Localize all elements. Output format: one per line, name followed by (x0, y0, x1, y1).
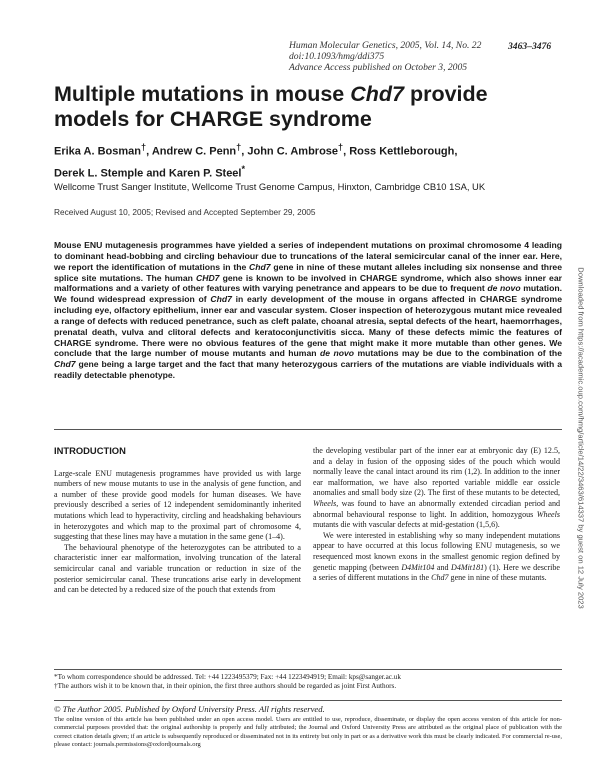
intro-paragraph-2: The behavioural phenotype of the heterozygotes can be attributed to a characteristic inner ear malformation, involving truncation of the lateral semicircular canal and variable truncation or reduction in size of the posterior semicircular canal. These truncations arise early in development and can be detected by a reduced size of the pouch that extends from (54, 542, 301, 595)
affiliation: Wellcome Trust Sanger Institute, Wellcome Trust Genome Campus, Hinxton, Cambridge CB10 1SA, UK (54, 181, 486, 192)
article-title: Multiple mutations in mouse Chd7 provide models for CHARGE syndrome (54, 82, 488, 131)
column-left (54, 446, 301, 596)
advance-access-note: Advance Access published on October 3, 2005 (289, 61, 468, 73)
received-dates: Received August 10, 2005; Revised and Accepted September 29, 2005 (54, 207, 316, 217)
joint-authors-footnote: †The authors wish it to be known that, in their opinion, the first three authors should be regarded as joint First Authors. (54, 682, 397, 690)
open-access-license: The online version of this article has been published under an open access model. Users are entitled to use, reproduce, disseminate, or display the open access version of this article for non-commercial purposes provided that: the original authorship is properly and fully attributed; the Journal and Oxford University Press are attributed as the original place of publication with the correct citation details given; if an article is subsequently reproduced or disseminated not in its entirety but only in part or as a derivative work this must be clearly indicated. For commercial re-use, please contact: journals.permissions@oxfordjournals.org (54, 716, 562, 748)
abstract: Mouse ENU mutagenesis programmes have yielded a series of independent mutations on proximal chromosome 4 leading to dominant head-bobbing and circling behaviour due to truncations of the lateral semicircular canal of the inner ear. Here, we report the identification of mutations in the Chd7 gene in nine of these mutant alleles including six nonsense and three splice site mutations. The human CHD7 gene is known to be involved in CHARGE syndrome, which also shows inner ear malformations and a variety of other features with varying penetrance and appears to be due to frequent de novo mutation. We found widespread expression of Chd7 in early development of the mouse in organs affected in CHARGE syndrome including eye, olfactory epithelium, inner ear and vascular system. Closer inspection of heterozygous mutant mice revealed a range of defects with reduced penetrance, such as cleft palate, choanal atresia, septal defects of the heart, haemorrhages, prenatal death, vulva and clitoral defects and keratoconjunctivitis sicca. Many of these defects mimic the features of CHARGE syndrome. There were no obvious features of the gene that might make it more mutable than other genes. We conclude that the large number of mouse mutants and human de novo mutations may be due to the combination of the Chd7 gene being a large target and the fact that many heterozygous carriers of the mutations are viable individuals with a readily detectable phenotype. (54, 240, 562, 381)
column-right (313, 446, 560, 584)
journal-citation: Human Molecular Genetics, 2005, Vol. 14, No. 22 (289, 40, 482, 51)
journal-header (289, 41, 481, 73)
page-range: 3463–3476 (508, 41, 552, 52)
footnotes (54, 673, 562, 691)
title-gene: Chd7 (350, 82, 404, 106)
copyright-divider (54, 700, 562, 701)
intro-paragraph-3: the developing vestibular part of the inner ear at embryonic day (E) 12.5, and a delay in fusion of the opposing sides of the pouch which would normally leave the canal intact around its rim (1,2). In addition to the inner ear malformation, we have also reported variable middle ear ossicle anomalies and small body size (2). The first of these mutants to be detected, Wheels, was found to have an abnormally extended circadian period and abnormal behavioural response to light. In addition, homozygous Wheels mutants die with vascular defects at mid-gestation (1,5,6). (313, 446, 560, 530)
copyright-notice: © The Author 2005. Published by Oxford University Press. All rights reserved. (54, 704, 325, 714)
section-heading-introduction: INTRODUCTION (54, 445, 126, 456)
abstract-divider (54, 429, 562, 430)
intro-paragraph-4: We were interested in establishing why so many independent mutations appear to have occurred at this locus following ENU mutagenesis, so we resequenced most known exons in the smallest genomic region defined by genetic mapping (between D4Mit104 and D4Mit181) (1). Here we describe a series of different mutations in the Chd7 gene in nine of these mutants. (313, 530, 560, 583)
download-watermark: Downloaded from https://academic.oup.com/hmg/article/14/22/3463/614337 by guest on 12 July 2023 (576, 267, 586, 609)
footnote-divider (54, 669, 562, 670)
author-list: Erika A. Bosman†, Andrew C. Penn†, John C. Ambrose†, Ross Kettleborough, Derek L. Stemple and Karen P. Steel* (54, 142, 458, 180)
correspondence-footnote: *To whom correspondence should be addressed. Tel: +44 1223495379; Fax: +44 1223494919; Email: kps@sanger.ac.uk (54, 673, 401, 681)
doi: doi:10.1093/hmg/ddi375 (289, 50, 385, 62)
intro-paragraph-1: Large-scale ENU mutagenesis programmes have provided us with large numbers of new mouse mutants to use in the analysis of gene function, and a number of these provide good models for human diseases. We have previously described a series of 12 independent semidominantly inherited mutations which lead to hyperactivity, circling and headshaking behaviours in heterozygotes and which map to the proximal part of chromosome 4, suggesting that these lines may have a mutation in the same gene (1–4). (54, 468, 301, 542)
